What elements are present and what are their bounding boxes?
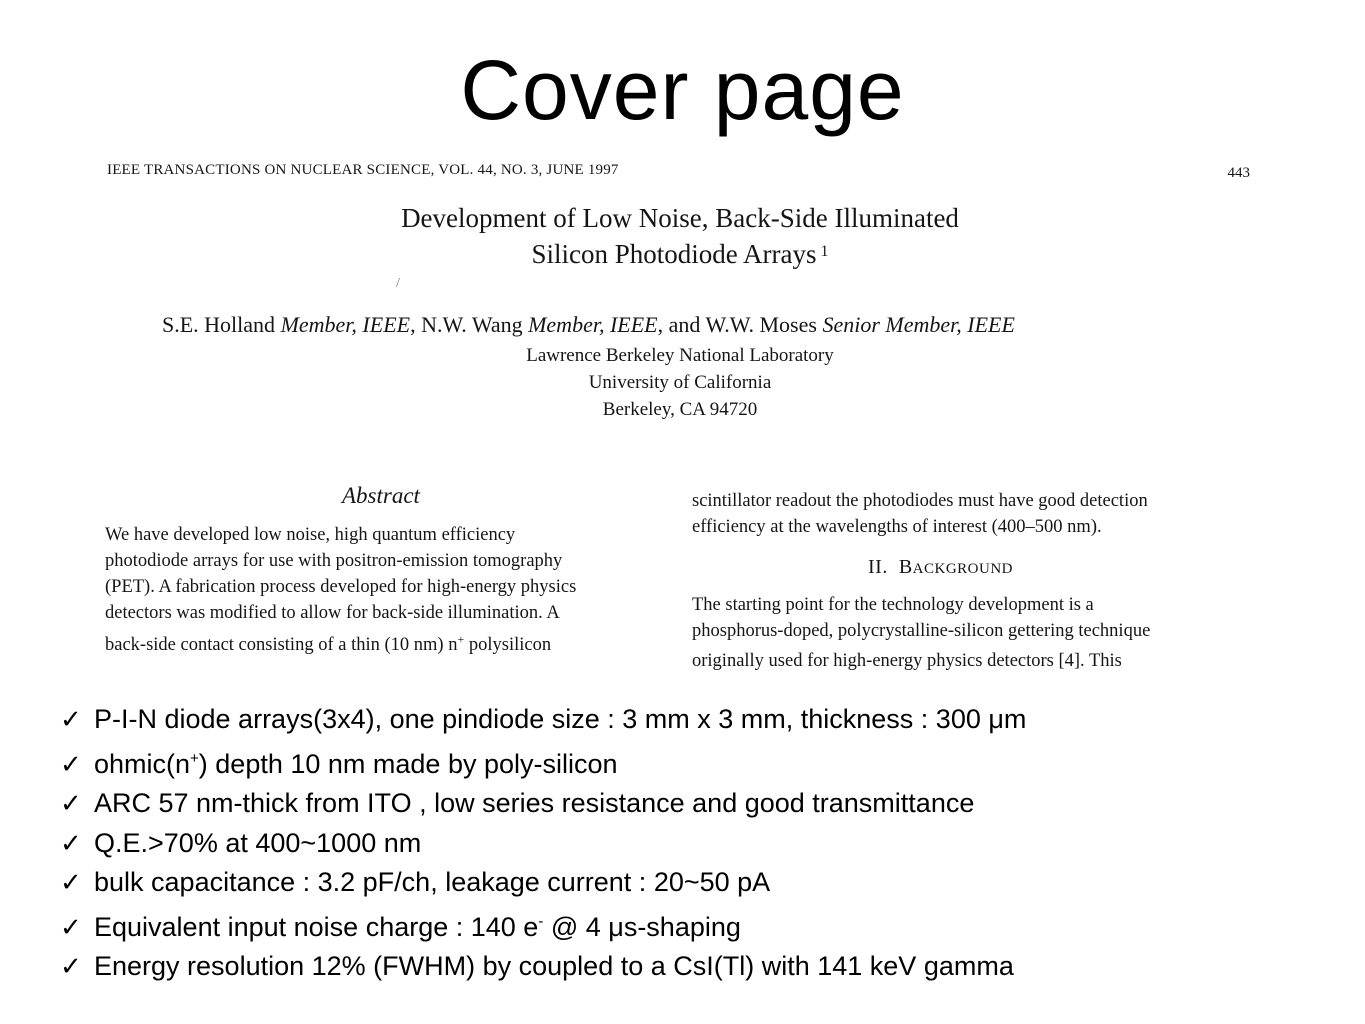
author-2: N.W. Wang <box>421 312 523 337</box>
paper-title-line-1: Development of Low Noise, Back-Side Illuminated <box>401 203 959 233</box>
body-line: phosphorus-doped, polycrystalline-silicon gettering technique <box>692 621 1151 641</box>
affiliation-line: Lawrence Berkeley National Laboratory <box>526 345 834 366</box>
check-icon: ✓ <box>60 749 82 780</box>
body-line: scintillator readout the photodiodes must have good detection <box>692 491 1148 511</box>
list-item: ✓ ARC 57 nm-thick from ITO , low series resistance and good transmittance <box>60 784 1026 824</box>
author-1-role: Member, IEEE <box>280 312 411 337</box>
body-line: efficiency at the wavelengths of interest (400–500 nm). <box>692 517 1102 537</box>
body-line: The starting point for the technology development is a <box>692 595 1094 615</box>
check-icon: ✓ <box>60 868 82 898</box>
abstract-line: back-side contact consisting of a thin (10 nm) n+ polysilicon <box>105 632 552 656</box>
list-item: ✓ Q.E.>70% at 400~1000 nm <box>60 824 1026 864</box>
check-icon: ✓ <box>60 912 82 943</box>
abstract-line: (PET). A fabrication process developed for high-energy physics <box>105 577 577 597</box>
right-column-text <box>692 592 1150 644</box>
list-item: ✓ bulk capacitance : 3.2 pF/ch, leakage current : 20~50 pA <box>60 863 1026 903</box>
paper-title <box>300 200 1060 272</box>
list-item: ✓ P-I-N diode arrays(3x4), one pindiode size : 3 mm x 3 mm, thickness : 300 μm <box>60 700 1026 740</box>
check-icon: ✓ <box>60 789 82 819</box>
author-line: S.E. Holland Member, IEEE, N.W. Wang Member, IEEE, and W.W. Moses Senior Member, IEEE <box>162 312 1015 337</box>
abstract-line: detectors was modified to allow for back-side illumination. A <box>105 603 560 623</box>
abstract-text <box>105 522 576 658</box>
list-item: ✓ ohmic(n+) depth 10 nm made by poly-silicon <box>60 740 1026 785</box>
author-3: W.W. Moses <box>705 312 817 337</box>
check-icon: ✓ <box>60 828 82 859</box>
title-footnote-mark: 1 <box>820 243 829 260</box>
cropped-line: originally used for high-energy physics detectors [4]. This <box>692 651 1122 671</box>
slide-title: Cover page <box>460 43 905 137</box>
check-icon: ✓ <box>60 705 82 735</box>
abstract-line: photodiode arrays for use with positron-emission tomography <box>105 551 563 571</box>
right-column-text <box>692 488 1148 540</box>
author-2-role: Member, IEEE <box>528 312 658 337</box>
affiliation-line: University of California <box>588 372 772 393</box>
journal-header: IEEE TRANSACTIONS ON NUCLEAR SCIENCE, VOL. 44, NO. 3, JUNE 1997 <box>107 162 619 178</box>
author-and: and <box>668 312 701 337</box>
page-number: 443 <box>1227 165 1250 181</box>
affiliation-line: Berkeley, CA 94720 <box>602 399 758 420</box>
abstract-heading: Abstract <box>342 483 420 508</box>
author-3-role: Senior Member, IEEE <box>822 312 1015 337</box>
section-heading: II. BACKGROUND <box>868 556 1014 578</box>
key-points-list <box>60 700 1026 987</box>
author-1: S.E. Holland <box>162 312 276 337</box>
abstract-line: We have developed low noise, high quantum efficiency <box>105 525 516 545</box>
scan-artifact: / <box>396 276 400 291</box>
paper-scan-image <box>100 152 1260 671</box>
check-icon: ✓ <box>60 952 82 982</box>
paper-title-line-2: Silicon Photodiode Arrays <box>531 239 817 269</box>
list-item: ✓ Equivalent input noise charge : 140 e- @ 4 μs-shaping <box>60 903 1026 948</box>
list-item: ✓ Energy resolution 12% (FWHM) by coupled to a CsI(Tl) with 141 keV gamma <box>60 947 1026 987</box>
